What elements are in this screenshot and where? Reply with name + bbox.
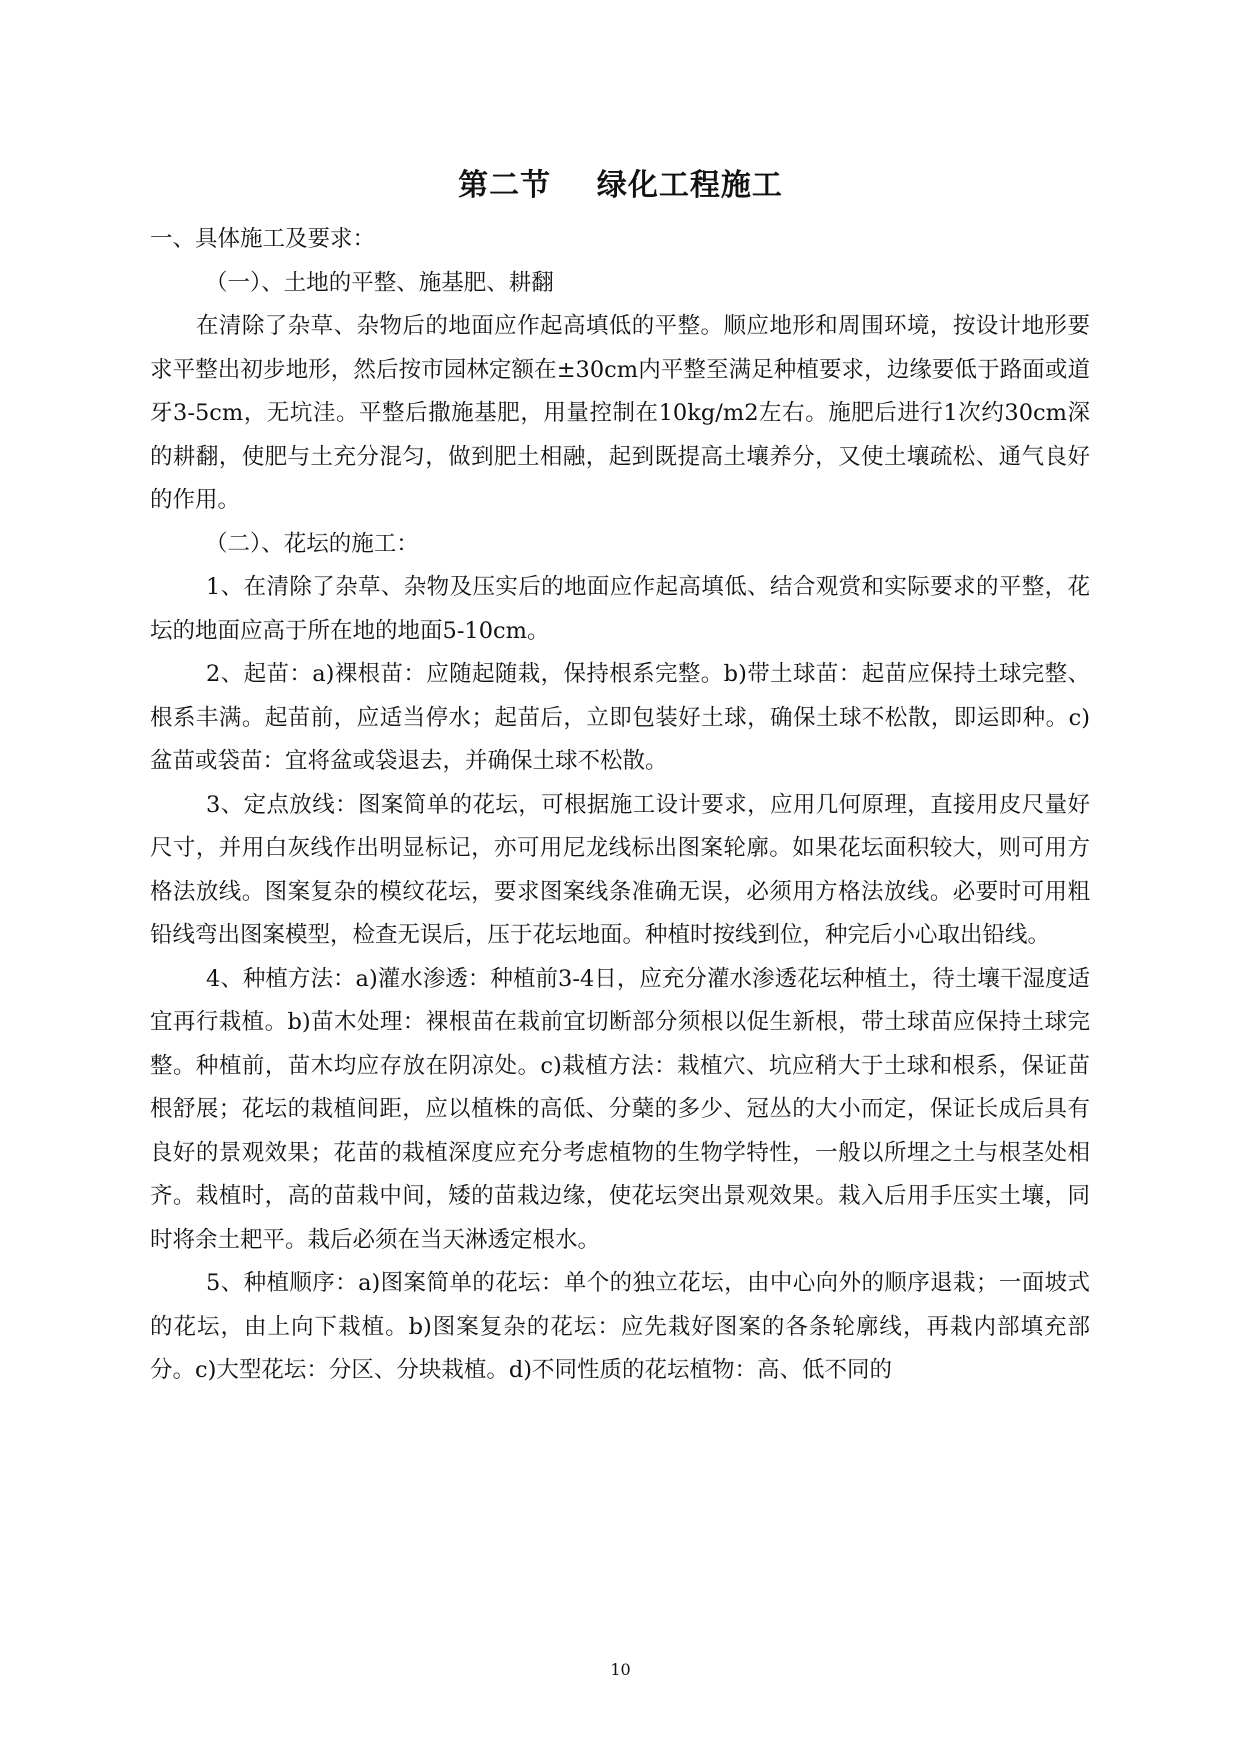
heading-level-2: （一）、土地的平整、施基肥、耕翻 <box>205 269 554 296</box>
body-paragraph: 3、定点放线：图案简单的花坛，可根据施工设计要求，应用几何原理，直接用皮尺量好尺寸，并用白灰线作出明显标记，亦可用尼龙线标出图案轮廓。如果花坛面积较大，则可用方格法放线。图案复杂的模纹花坛，要求图案线条准确无误，必须用方格法放线。必要时可用粗铅线弯出图案模型，检查无误后，压于花坛地面。种植时按线到位，种完后小心取出铅线。 <box>150 791 1090 948</box>
document-body <box>150 218 1090 1393</box>
body-paragraph: 1、在清除了杂草、杂物及压实后的地面应作起高填低、结合观赏和实际要求的平整，花坛的地面应高于所在地的地面5-10cm。 <box>150 574 1090 644</box>
body-paragraph: 2、起苗：a)裸根苗：应随起随栽，保持根系完整。b)带土球苗：起苗应保持土球完整、根系丰满。起苗前，应适当停水；起苗后，立即包装好土球，确保土球不松散，即运即种。c)盆苗或袋苗：宜将盆或袋退去，并确保土球不松散。 <box>150 661 1090 774</box>
heading-level-2: （二）、花坛的施工： <box>205 530 419 557</box>
heading-level-1: 一、具体施工及要求： <box>150 226 376 252</box>
section-title: 第二节 绿化工程施工 <box>458 168 783 203</box>
body-paragraph: 4、种植方法：a)灌水渗透：种植前3-4日，应充分灌水渗透花坛种植土，待土壤干湿度适宜再行栽植。b)苗木处理：裸根苗在栽前宜切断部分须根以促生新根，带土球苗应保持土球完整。种植前，苗木均应存放在阴凉处。c)栽植方法：栽植穴、坑应稍大于土球和根系，保证苗根舒展；花坛的栽植间距，应以植株的高低、分蘖的多少、冠丛的大小而定，保证长成后具有良好的景观效果；花苗的栽植深度应充分考虑植物的生物学特性，一般以所埋之土与根茎处相齐。栽植时，高的苗栽中间，矮的苗栽边缘，使花坛突出景观效果。栽入后用手压实土壤，同时将余土耙平。栽后必须在当天淋透定根水。 <box>150 965 1090 1253</box>
body-paragraph: 5、种植顺序：a)图案简单的花坛：单个的独立花坛，由中心向外的顺序退栽；一面坡式的花坛，由上向下栽植。b)图案复杂的花坛：应先栽好图案的各条轮廓线，再栽内部填充部分。c)大型花坛：分区、分块栽植。d)不同性质的花坛植物：高、低不同的 <box>150 1270 1090 1383</box>
body-paragraph: 在清除了杂草、杂物后的地面应作起高填低的平整。顺应地形和周围环境，按设计地形要求平整出初步地形，然后按市园林定额在±30cm内平整至满足种植要求，边缘要低于路面或道牙3-5cm，无坑洼。平整后撒施基肥，用量控制在10kg/m2左右。施肥后进行1次约30cm深的耕翻，使肥与土充分混匀，做到肥土相融，起到既提高土壤养分，又使土壤疏松、通气良好的作用。 <box>150 313 1090 513</box>
page-number: 10 <box>610 1660 631 1679</box>
